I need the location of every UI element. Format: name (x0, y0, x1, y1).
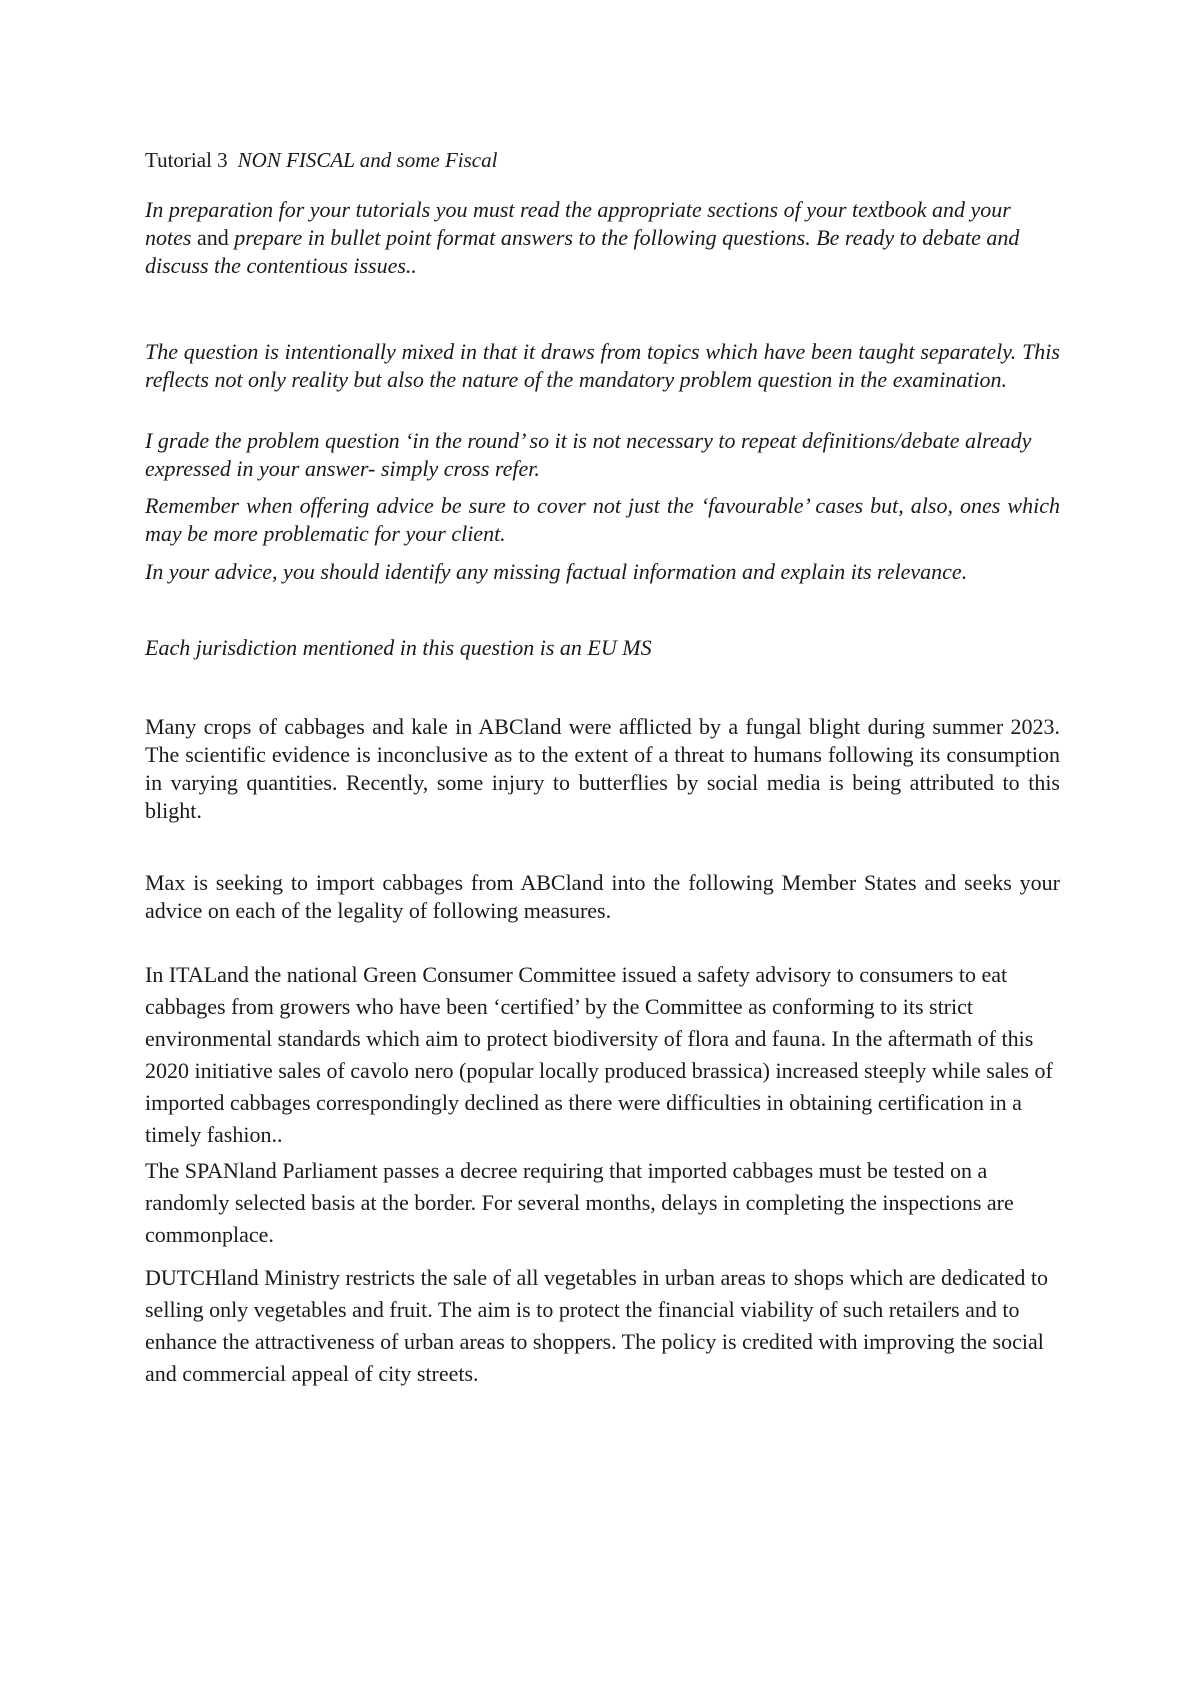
scenario-italand: In ITALand the national Green Consumer Committee issued a safety advisory to consumers to eat cabbages from growers who have been ‘certified’ by the Committee as conforming to its strict environmental standards which aim to protect biodiversity of flora and fauna. In the aftermath of this 2020 initiative sales of cavolo nero (popular locally produced brassica) increased steeply while sales of imported cabbages correspondingly declined as there were difficulties in obtaining certification in a timely fashion.. (145, 962, 1053, 1147)
facts-paragraph: Many crops of cabbages and kale in ABCland were afflicted by a fungal blight during summer 2023. The scientific evidence is inconclusive as to the extent of a threat to humans following its consumption in varying quantities. Recently, some injury to butterflies by social media is being attributed to this blight. (145, 714, 1060, 823)
facts-paragraph: Max is seeking to import cabbages from ABCland into the following Member States and seeks your advice on each of the legality of following measures. (145, 870, 1060, 923)
scenario-spanland: The SPANland Parliament passes a decree requiring that imported cabbages must be tested on a randomly selected basis at the border. For several months, delays in completing the inspections are commonplace. (145, 1158, 1014, 1247)
title-subtitle: NON FISCAL and some Fiscal (237, 148, 498, 172)
instruction-paragraph: The question is intentionally mixed in that it draws from topics which have been taught separately. This reflects not only reality but also the nature of the mandatory problem question in the examination. (145, 339, 1060, 392)
instruction-paragraph: I grade the problem question ‘in the round’ so it is not necessary to repeat definitions/debate already expressed in your answer- simply cross refer. (145, 428, 1032, 481)
document-page (145, 0, 1060, 1696)
document-title (145, 146, 1060, 174)
preparation-text-2: prepare in bullet point format answers to the following questions. Be ready to debate and discuss the contentious issues.. (145, 225, 1020, 278)
preparation-and: and (191, 225, 235, 250)
preparation-paragraph (145, 196, 1060, 280)
instruction-paragraph: In your advice, you should identify any missing factual information and explain its relevance. (145, 559, 968, 584)
title-label: Tutorial 3 (145, 148, 228, 172)
preparation-text-1: In preparation for your tutorials you must read the appropriate sections of your textbook and your notes (145, 197, 1011, 250)
jurisdiction-note: Each jurisdiction mentioned in this question is an EU MS (145, 635, 652, 660)
scenario-dutchland: DUTCHland Ministry restricts the sale of all vegetables in urban areas to shops which are dedicated to selling only vegetables and fruit. The aim is to protect the financial viability of such retailers and to enhance the attractiveness of urban areas to shoppers. The policy is credited with improving the social and commercial appeal of city streets. (145, 1265, 1048, 1386)
instruction-paragraph: Remember when offering advice be sure to cover not just the ‘favourable’ cases but, also, ones which may be more problematic for your client. (145, 493, 1060, 546)
